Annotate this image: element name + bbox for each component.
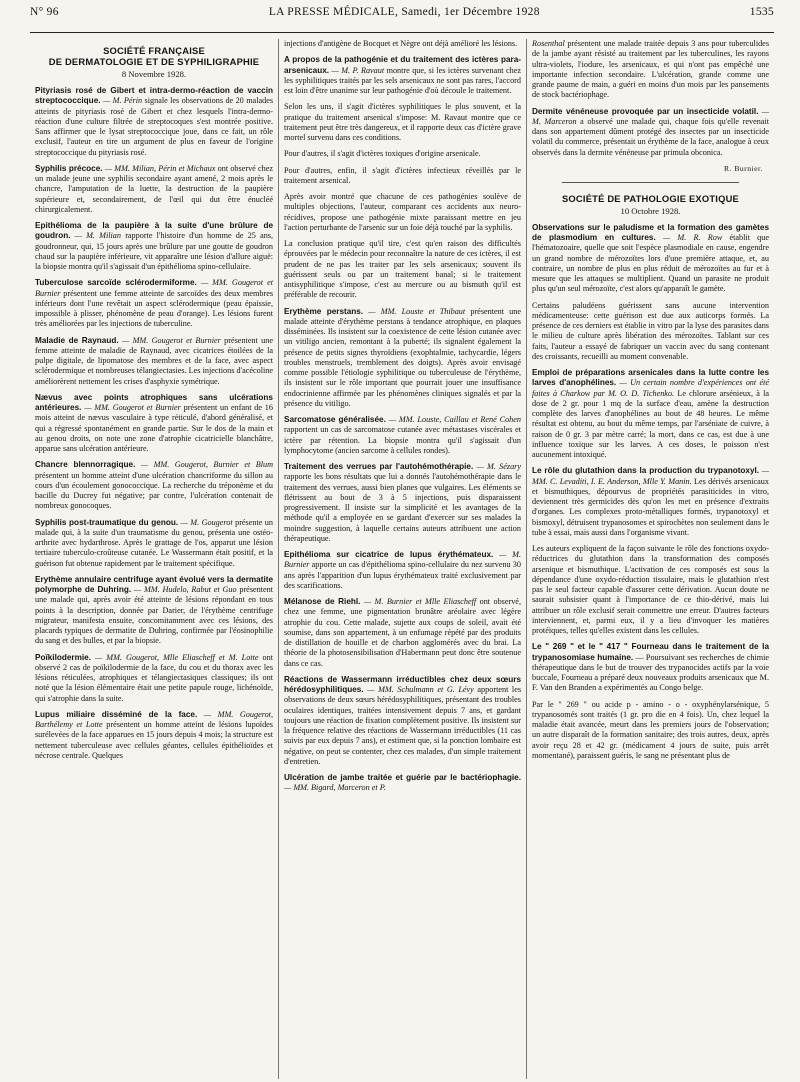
article-body: signale les observations de 20 malades atteints de pityriasis rosé de Gibert et chez lesquels l'intra-dermo-réaction d'une culture filtrée de streptocoques s'est montrée positive. Sans affirmer que le lysat streptococcique joue, dans ce fait, un rôle exclusif, l'auteur en tire un argument de plus en faveur de l'origine streptococcique du pityriasis rosé. — [35, 96, 274, 157]
article-body: présentent une malade traitée depuis 3 ans pour tuberculides de la jambe ayant résisté au traitement par les tuberculines, les rayons ultra-violets, l'iodure, les arsenicaux, et qui n'ont pas empêché une importante infection secondaire. L'ulcération, grande comme une grande paume de main, a guéri en moins d'un mois par les pansements de stock bactériophage. — [532, 39, 770, 100]
article-title: Chancre blennorragique. — [35, 460, 136, 470]
journal-title: LA PRESSE MÉDICALE, Samedi, 1er Décembre 1928 — [268, 6, 540, 18]
section-divider — [562, 182, 739, 183]
article-title: Le " 269 " et le " 417 " Fourneau dans le traitement de la trypanosomiase humaine. — [532, 642, 769, 662]
article-body: présentent un homme atteint de lésions lupoïdes surélevées de la face apparues en 15 jours depuis 4 mois; la structure est nettement tuberculeuse avec cellules géantes, cellules épithélioïdes et nécrose centrale. Quelques — [35, 720, 273, 760]
article-authors: — MM. Schulmann et G. Lévy — [367, 685, 474, 694]
article-paragraph — [35, 518, 273, 569]
signature: R. Burnier. — [723, 163, 763, 173]
article-paragraph — [35, 575, 273, 647]
article-title: Traitement des verrues par l'autohémothérapie. — [284, 462, 474, 471]
article-authors: — MM. Bigard, Marceron et P. — [284, 783, 386, 793]
column-3 — [526, 39, 774, 1079]
article-paragraph — [284, 166, 521, 187]
article-paragraph — [35, 393, 273, 455]
article-paragraph — [35, 653, 273, 704]
article-paragraph — [284, 39, 521, 49]
article-body: Après avoir montré que chacune de ces pathogénies soulève de multiples objections, l'auteur, comparant ces accidents aux neuro-récidives, propose une pathogénie mixte paraissant mettre en jeu l'action perturbante de l'arsenic sur un foie déjà touché par la syphilis. — [284, 192, 521, 232]
article-paragraph — [532, 301, 769, 363]
article-paragraph — [35, 460, 273, 511]
article-title: Lupus miliaire disséminé de la face. — [35, 709, 198, 719]
article-authors: — MM. Gougerot et Burnier — [121, 335, 221, 345]
article-body: présentent une malade qui, après avoir été atteinte de lésions répondant en tous points à la description, donnée par Darier, de l'érythème centrifuge migrateur, manifesta ensuite, concomitamment avec ces lésions, des placards typiques de dermatite de Duhring, confirmée par l'éosinophilie du sang et des bulles, et par la biopsie. — [35, 585, 274, 646]
article-body: injections d'antigène de Bocquet et Nègre ont déjà amélioré les lésions. — [284, 39, 518, 48]
column-3-items-2 — [532, 223, 769, 761]
article-paragraph — [284, 192, 521, 233]
article-paragraph — [532, 642, 769, 693]
article-authors: — MM. Gougerot, Barthélemy et Lotte — [35, 709, 273, 729]
article-title: Syphilis post-traumatique du genou. — [35, 517, 179, 527]
issue-number: N° 96 — [30, 6, 59, 18]
article-paragraph — [35, 86, 273, 158]
article-authors: — MM. Gougerot, Burnier et Blum — [140, 460, 273, 470]
article-body: présentent un homme atteint d'une ulcération chancriforme du sillon au cours d'un écoulement gonococcique. La recherche du tréponème et du bacille du Ducrey fut négative; par contre, l'ulcération contenait de nombreux gonocoques. — [35, 470, 273, 511]
article-authors: — M. Burnier — [284, 550, 521, 570]
article-title: Ulcération de jambe traitée et guérie par le bactériophagie. — [284, 773, 521, 782]
column-2-items — [284, 39, 521, 794]
article-title: Maladie de Raynaud. — [35, 335, 119, 345]
article-body: ont observé 2 cas de poïkilodermie de la face, du cou et du thorax avec les lésions réticulées, atrophiques et télangiectasiques classiques; ils ont noté que la lésion élémentaire était une petite papule rouge, lichénoïde, qui s'atrophie dans la suite. — [35, 652, 273, 703]
article-authors: — M. Sézary — [476, 462, 522, 471]
article-authors: — M. Périn — [102, 96, 143, 106]
article-body: La conclusion pratique qu'il tire, c'est qu'en raison des difficultés éprouvées par le médecin pour reconnaître la nature de ces ictères, il est prudent de ne pas les traiter par les sels arsenicaux; souvent ils guérissent seuls ou par un traitement banal; si le traitement antisyphilitique s'impose, c'est au mercure ou au bismuth qu'il est préférable de recourir. — [284, 239, 521, 300]
article-authors: — M. Burnier et Mlle Eliascheff — [363, 597, 477, 606]
article-paragraph — [284, 597, 521, 669]
article-paragraph — [532, 39, 769, 101]
article-body: Par le " 269 " ou acide p - amino - o - oxyphénylarsénique, 5 trypanosomés sont traités (1 gr. pro die en 4 fois). Un, chez lequel la maladie était avancée, meurt dans les premiers jours de l'observation; un autre disparaît de la formation sanitaire; des trois autres, deux, après avoir reçu 28 et 42 gr. (médicament 4 jours de suite, puis arrêt momentané), paraissent guéris, le sang ne présentant plus de — [532, 699, 769, 760]
article-body: Les dérivés arsenicaux et bismuthiques, dépourvus de propriétés parasiticides in vitro, deviennent très germicides dès qu'on les met en présence d'extraits d'organes. Les complexes proto-métalliques formés, trypanotoxyl et bismoxyl, détruisent trypanosomes et spirochètes non seulement dans le tube à essai, mais aussi dans l'organisme vivant. — [532, 476, 769, 537]
article-body: Les auteurs expliquent de la façon suivante le rôle des fonctions oxydo-réductrices du glutathion dans la transformation des composés arsenique et bismuthique. L'activation de ces composés est sous la dépendance d'une oxydo-réduction tissulaire, mais le glutathion n'est pas le seul facteur capable d'assurer cette dérivation. Aucun doute ne saurait subsister quant à l'importance de ce thio-dérivé, mais lui attribuer un rôle exclusif serait commettre une erreur. D'autres facteurs interviennent, et, parmi eux, il y a lieu d'invoquer les matières protéiques, telles qu'elles existent dans les cellules. — [532, 544, 769, 635]
article-paragraph — [532, 700, 769, 762]
article-body: montre que, si les ictères survenant chez les syphilitiques traités par les sels arsenicaux ne sont pas rares, l'accord est loin d'être unanime sur leur pathogénie d'où découle le traitement. — [284, 65, 521, 95]
article-paragraph — [532, 368, 769, 460]
article-paragraph — [284, 102, 521, 143]
article-authors: Rosenthal — [532, 39, 565, 48]
article-body: apportent les observations de deux sœurs hérédosyphilitiques, présentant des troubles oculaires identiques, traitées intensivement depuis 7 ans, et gardant toujours une réaction de fixation complètement positive. Ils insistent sur la fréquence relative des réactions de Wassermann irréductibles (11 cas suivis par eux depuis 7 ans), et estiment que, si la ponction lombaire est négative, on peut se contenter, chez ces malades, d'un simple traitement d'entretien. — [284, 685, 522, 766]
article-body: Selon les uns, il s'agit d'ictères syphilitiques le plus souvent, et la pratique du traitement arsenical s'impose: M. Ravaut montre que ce traitement peut être très dangereux, et il rapporte deux cas d'ictère grave mortel survenu dans ces conditions. — [284, 102, 521, 142]
article-title: Observations sur le paludisme et la formation des gamètes de plasmodium en cultures. — [532, 222, 769, 242]
article-title: Erythème perstans. — [284, 306, 364, 316]
article-title: Epithélioma de la paupière à la suite d'une brûlure de goudron. — [35, 221, 273, 241]
article-title: A propos de la pathogénie et du traitement des ictères para-arsenicaux. — [284, 55, 521, 75]
column-1-items — [35, 86, 273, 761]
article-title: Dermite vénéneuse provoquée par un insecticide volatil. — [532, 106, 759, 116]
article-paragraph — [284, 307, 521, 410]
article-authors: — M. R. Row — [662, 233, 723, 242]
column-2 — [278, 39, 526, 1079]
article-body: apporte un cas d'épithélioma spino-cellulaire du nez survenu 30 ans après l'apparition d'un lupus érythémateux traité exclusivement par des scarifications. — [284, 560, 521, 590]
article-title: Erythème annulaire centrifuge ayant évolué vers la dermatite polymorphe de Duhring. — [35, 574, 273, 594]
article-paragraph — [532, 466, 769, 538]
article-title: Syphilis précoce. — [35, 163, 103, 173]
article-authors: — M. P. Ravaut — [331, 65, 385, 75]
article-title: Sarcomatose généralisée. — [284, 415, 386, 424]
article-body: Pour d'autres, il s'agit d'ictères toxiques d'origine arsenicale. — [284, 149, 481, 159]
article-paragraph — [284, 773, 521, 794]
session-date: 8 Novembre 1928. — [121, 69, 187, 79]
session-date-2: 10 Octobre 1928. — [620, 205, 681, 216]
article-authors: — MM. Gougerot, Mlle Eliascheff et M. Lotte — [94, 652, 259, 662]
article-title: Nævus avec points atrophiques sans ulcérations antérieures. — [35, 392, 273, 412]
column-3-items — [532, 39, 769, 158]
article-paragraph — [284, 462, 521, 544]
article-authors: — MM. Hudelo, Rabut et Guo — [133, 585, 237, 594]
article-authors: — MM. Milian, Périn et Michaux — [104, 163, 216, 173]
article-title: Tuberculose sarcoïde sclérodermiforme. — [35, 278, 197, 288]
article-title: Mélanose de Riehl. — [284, 597, 361, 606]
article-authors: — M. Marceron — [532, 106, 770, 126]
article-body: ont observé, chez une femme, une pigmentation brunâtre aréolaire avec légère atrophie du cou. Cette malade, sujette aux coups de soleil, avait été soumise, dans son appartement, à un enfumage répété par des produits de distillation de houille et de charbon agglomérés avec du brai. La théorie de la photosensibilisation d'Habermann peut donc être soutenue dans ce cas. — [284, 597, 521, 668]
article-title: Réactions de Wassermann irréductibles chez deux sœurs hérédosyphilitiques. — [284, 674, 521, 694]
article-body: présentent une femme atteinte de maladie de Raynaud, avec cicatrices étoilées de la pulpe digitale, de lipomatose des membres et de la face, avec aspect sclérodermique et nombreuses télangiectasies. Les injections d'acécoline améliorèrent nettement les crises d'asphyxie symétrique. — [35, 335, 273, 386]
article-paragraph — [35, 710, 273, 761]
article-authors: — Un certain nombre d'expériences ont été faites à Charkow par M. O. D. Tichenko. — [532, 378, 769, 398]
article-authors: — MM. Gougerot et Burnier — [84, 403, 181, 412]
article-paragraph — [35, 164, 273, 215]
society-title: SOCIÉTÉ FRANÇAISE DE DERMATOLOGIE ET DE SYPHILIGRAPHIE — [48, 45, 260, 67]
article-paragraph — [284, 149, 521, 159]
article-body: ont observé chez un malade jeune une syphilis secondaire ayant amené, 2 mois après le chancre, l'amputation de la luette, la destruction de la paupière supérieure et, secondairement, de l'œil qui dut être énucléé chirurgicalement. — [35, 163, 274, 214]
article-body: rapporte les bons résultats que lui a donnés l'autohémothérapie dans le traitement des verrues, aussi bien planes que vulgaires. Les éléments se flétrissent au bout de 3 à 5 injections, puis disparaissent progressivement. Il insiste sur la simplicité et les avantages de la méthode qu'il a employée en se gardant d'exercer sur ses malades la moindre suggestion, à laquelle certains auteurs attribuent une action thérapeutique. — [284, 472, 521, 543]
article-body: a observé une malade qui, chaque fois qu'elle revenait dans son appartement dûment protégé des insectes par un insecticide volatil du commerce, présentait un érythème de la face, analogue à ceux observés dans la dermite vénéneuse par primula obconica. — [532, 116, 769, 157]
article-title: Emploi de préparations arsenicales dans la lutte contre les larves d'anophélines. — [532, 368, 769, 388]
article-body: établit que l'hématozoaire, quelle que soit l'espèce plasmodiale en cause, engendre un grand nombre de mérozoïtes lors d'une première attaque, et, au contraire, un nombre de plus en plus réduit de mérozoïtes au fur et à mesure que les attaques se multiplient. Quand un parasite ne produit plus qu'un seul mérozoïte, c'est alors qu'apparaît le gamète. — [532, 233, 769, 294]
article-paragraph — [532, 107, 769, 158]
article-paragraph — [35, 221, 273, 272]
article-paragraph — [532, 544, 769, 636]
article-authors: — MM. Gougerot et Burnier — [35, 278, 273, 298]
article-body: présente un malade qui, à la suite d'un traumatisme du genou, présenta une ostéo-arthrite avec hydarthrose. Après le grattage de l'os, apparut une lésion tertiaire tuberculo-croûteuse cutanée. Le Wassermann était positif, et la guérison fut obtenue rapidement par le traitement spécifique. — [35, 517, 273, 568]
article-authors: — M. Gougerot — [180, 517, 233, 527]
article-paragraph — [284, 55, 521, 96]
article-authors: — MM. Louste et Thibaut — [368, 306, 466, 316]
article-body: Pour d'autres, enfin, il s'agit d'ictères infectieux réveillés par le traitement arsenical. — [284, 165, 521, 185]
article-body: — Poursuivant ses recherches de chimie thérapeutique dans le but de trouver des trypanocides actifs par la voie buccale, Fourneau a préparé deux nouveaux produits arsenicaux que M. F. Van den Branden a expérimentés au Congo belge. — [532, 652, 770, 693]
article-title: Poïkilodermie. — [35, 652, 91, 662]
page-number: 1535 — [749, 6, 774, 18]
article-body: présentent une femme atteinte de sarcoïdes des deux membres inférieurs dont l'une revêtait un aspect sclérodermique (peau épaissie, impossible à plisser, phénomène de peau d'orange). Les lésions furent très améliorées par les injections de tuberculine. — [35, 288, 274, 329]
columns — [30, 39, 774, 1079]
article-body: présentent une malade atteinte d'érythème perstans à tendance atrophique, en plaques disséminées. Ils insistent sur la coexistence de cette lésion cutanée avec un vitiligo ancien, remontant à la puberté; ils signalent également la présence de petits signes thyroïdiens (exophtalmie, tachycardie, légers troubles menstruels, tremblement des doigts). Après avoir envisagé comme possible l'étiologie syphilitique ou tuberculeuse de l'érythème, ils insistent sur le rôle important que pourrait jouer une insuffisance endocrinienne affirmée par les phénomènes cliniques signalés et par la présence du vitiligo. — [284, 306, 521, 408]
article-body: Le chlorure arsénieux, à la dose de 2 gr. pour 1 mq de la surface d'eau, amène la destruction complète des larves d'anophélines au bout de 48 heures. Le même résultat est obtenu, au bout du même temps, par l'arséniate de cuivre, à raison de 0 gr. 3 par mètre carré; la mort, dans ce cas, est due à une influence toxique sur les larves. A ces doses, le poisson n'est aucunement intoxiqué. — [532, 388, 770, 459]
page-header — [30, 0, 774, 33]
article-body: rapportent un cas de sarcomatose cutanée avec métastases viscérales et ictère par rétention. La biopsie montra qu'il s'agissait d'un lymphocytome (ancien sarcome à cellules rondes). — [284, 425, 521, 455]
article-paragraph — [284, 415, 521, 456]
article-body: présentent un enfant de 16 mois atteint de nævus vasculaire à type réticulé, d'abord généralisé, et qui a régressé spontanément en grande partie. Sur le dos de la main et au genou droits, on note une zone d'atrophie cicatricielle blanchâtre, apparue sans ulcération antérieure. — [35, 403, 273, 453]
article-authors: — MM. Louste, Caillau et René Cohen — [388, 415, 521, 424]
article-authors: — MM. C. Levaditi, I. E. Anderson, Mlle Y. Manin. — [532, 466, 770, 486]
article-paragraph — [284, 239, 521, 301]
society-title-2: SOCIÉTÉ DE PATHOLOGIE EXOTIQUE — [561, 192, 740, 204]
article-title: Le rôle du glutathion dans la production du trypanotoxyl. — [532, 466, 760, 476]
article-body: Certains paludéens guérissent sans aucune intervention médicamenteuse: cette guérison est due aux auticorps formés. La présence de ces derniers est établie in vitro par la lyse des parasites dans le milieu de culture après libération des mérozoïtes. Tablant sur ces faits, l'auteur a essayé de fabriquer un vaccin avec du sang contenant des croissants, recueilli au moment convenable. — [532, 300, 769, 361]
article-paragraph — [532, 223, 769, 295]
article-title: Pityriasis rosé de Gibert et intra-dermo-réaction de vaccin streptococcique. — [35, 86, 273, 106]
article-title: Epithélioma sur cicatrice de lupus érythémateux. — [284, 550, 494, 559]
article-paragraph — [35, 336, 273, 387]
article-body: rapporte l'histoire d'un homme de 25 ans, goudronneur, qui, 15 jours après une brûlure par une goutte de goudron chaud sur la paupière inférieure, vit apparaître une lésion d'allure aiguë: la biopsie montra qu'il s'agissait d'un épithélioma spino-cellulaire. — [35, 231, 274, 271]
article-paragraph — [284, 675, 521, 767]
column-1 — [30, 39, 278, 1079]
article-paragraph — [284, 550, 521, 591]
article-authors: — M. Milian — [74, 231, 121, 241]
article-paragraph — [35, 278, 273, 329]
